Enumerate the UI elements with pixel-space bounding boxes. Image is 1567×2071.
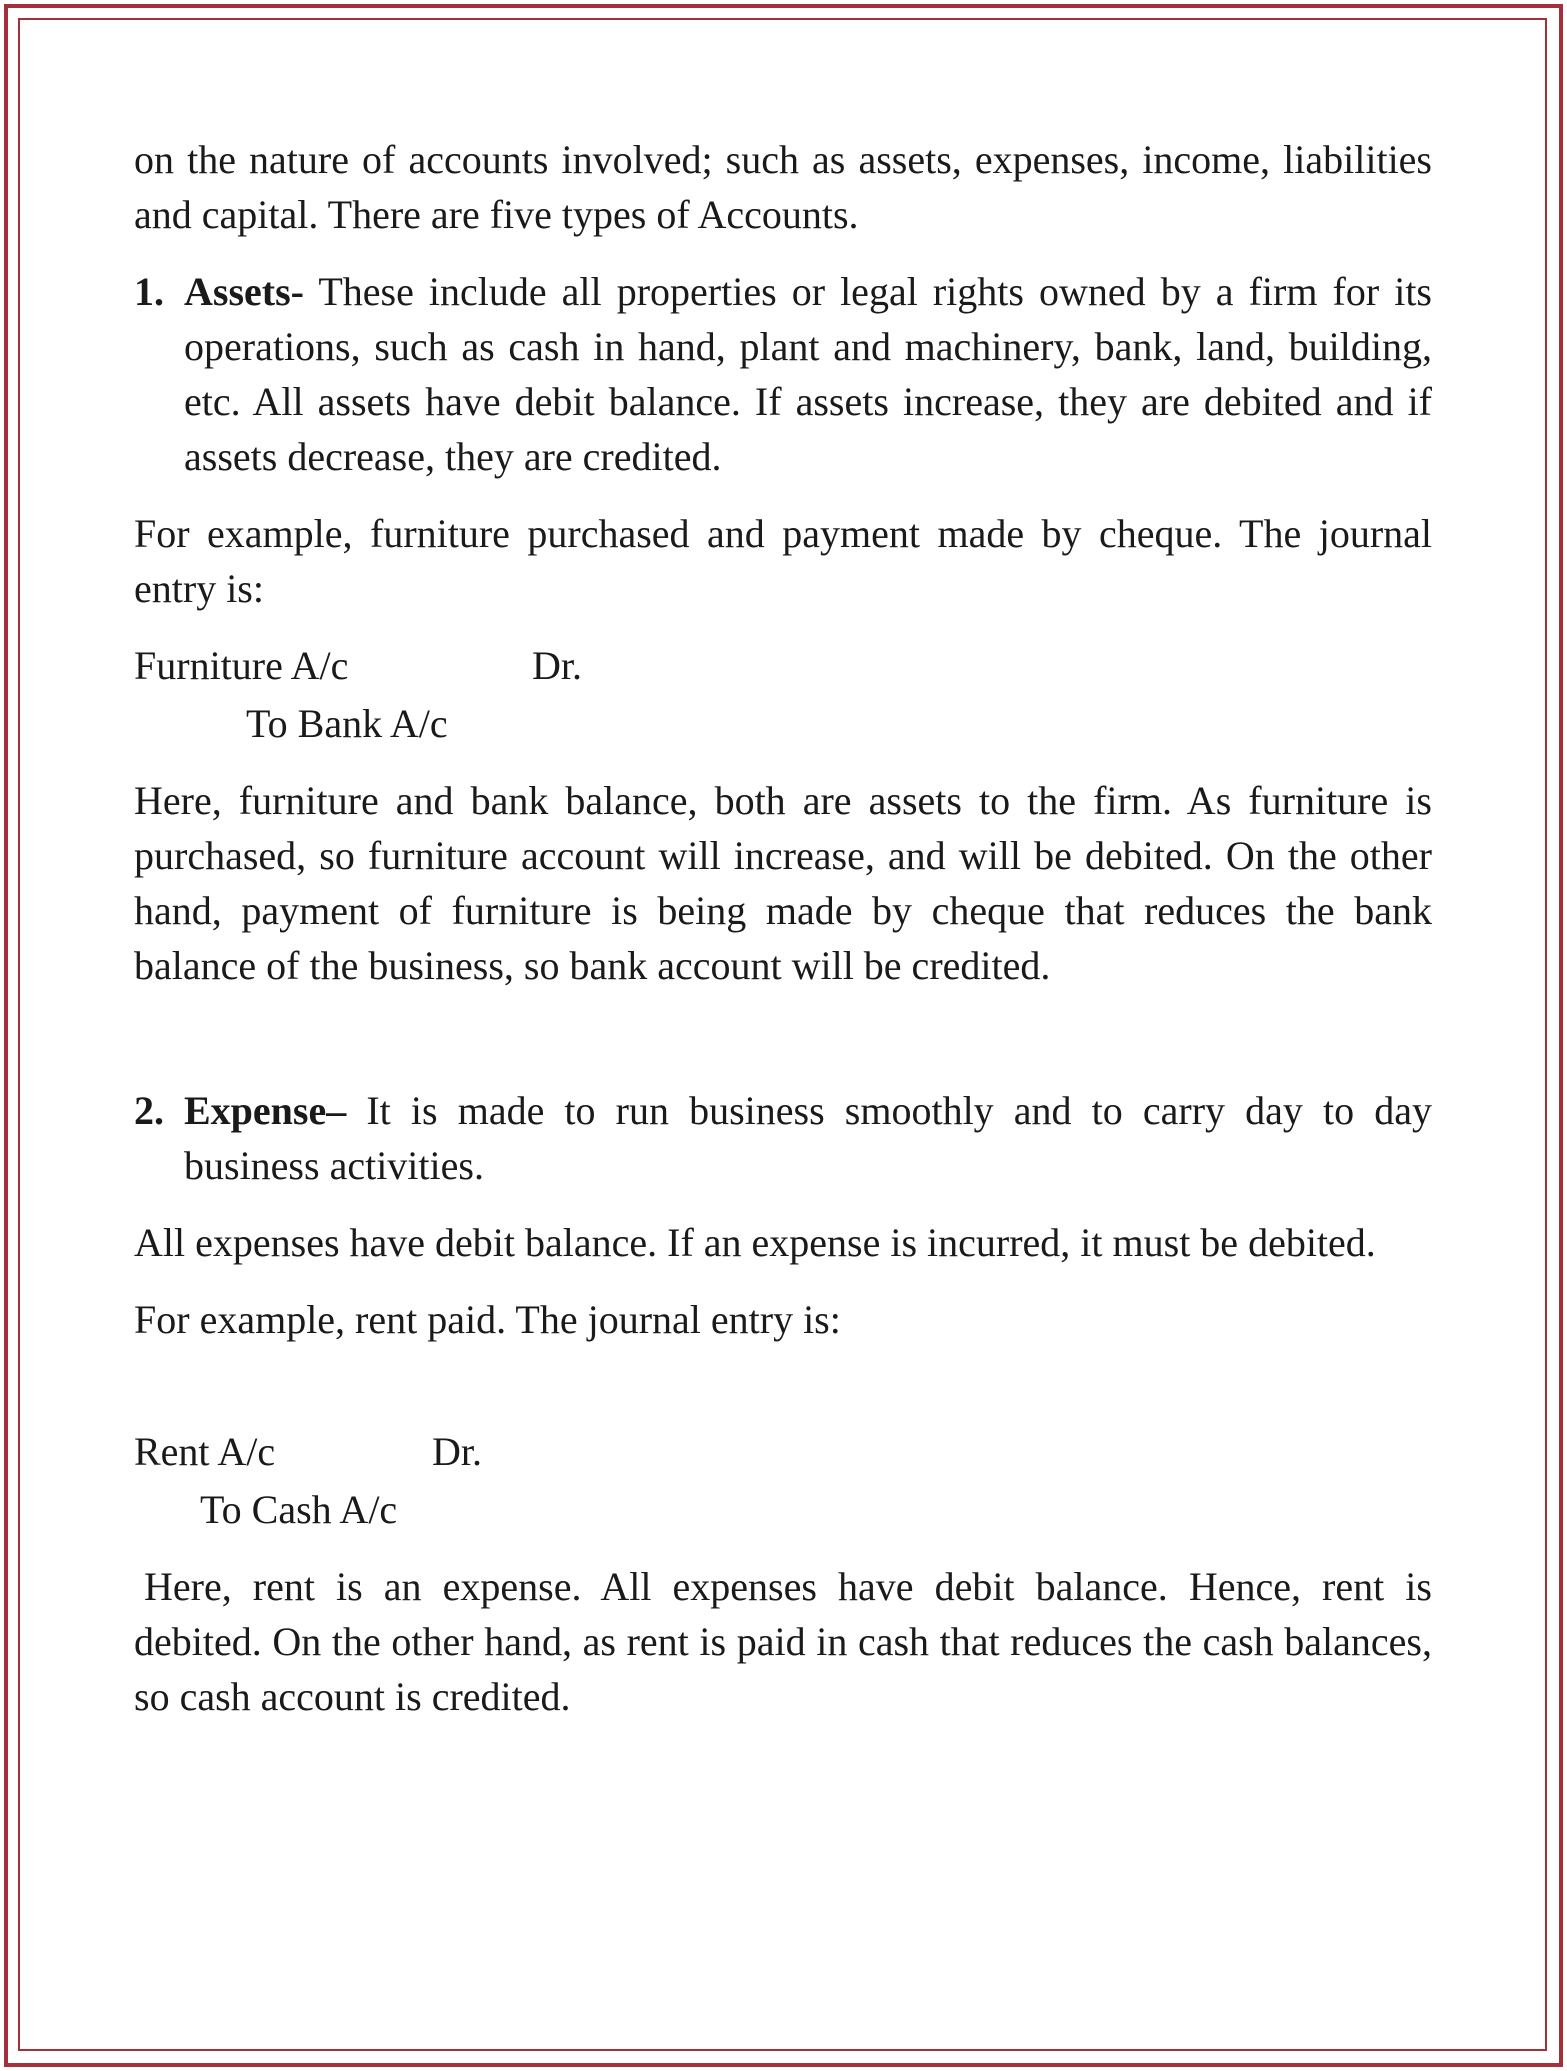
debit-marker: Dr.: [532, 643, 582, 688]
explanation-paragraph-expense: Here, rent is an expense. All expenses have debit balance. Hence, rent is debited. On the other hand, as rent is paid in cash that reduces the cash balances, so cash account is credited.: [134, 1564, 1432, 1719]
debit-account: Furniture A/c: [134, 643, 349, 688]
credit-account: To Bank A/c: [246, 701, 448, 746]
example-paragraph-expense: For example, rent paid. The journal entry is:: [134, 1297, 841, 1342]
journal-entry-credit-line: [134, 1482, 1432, 1537]
example-paragraph-assets: For example, furniture purchased and payment made by cheque. The journal entry is:: [134, 511, 1432, 611]
list-item-expense: [134, 1083, 1432, 1193]
list-number: 2.: [134, 1088, 164, 1133]
list-item-text: These include all properties or legal rights owned by a firm for its operations, such as cash in hand, plant and machinery, bank, land, building, etc. All assets have debit balance. If assets increase, they are debited and if assets decrease, they are credited.: [184, 269, 1432, 479]
credit-account: To Cash A/c: [200, 1487, 398, 1532]
list-item-text: It is made to run business smoothly and to carry day to day business activities.: [184, 1088, 1432, 1188]
journal-entry-debit-line: [134, 1424, 1432, 1479]
journal-entry-credit-line: [134, 696, 1432, 751]
journal-entry-debit-line: [134, 638, 1432, 693]
debit-account: Rent A/c: [134, 1429, 276, 1474]
rule-paragraph-expense: All expenses have debit balance. If an expense is incurred, it must be debited.: [134, 1220, 1376, 1265]
debit-marker: Dr.: [432, 1429, 482, 1474]
list-item-title: Assets-: [184, 269, 304, 314]
explanation-paragraph-assets: Here, furniture and bank balance, both are assets to the firm. As furniture is purchased, so furniture account will increase, and will be debited. On the other hand, payment of furniture is being made by cheque that reduces the bank balance of the business, so bank account will be credited.: [134, 778, 1432, 988]
document-body: [134, 132, 1432, 1724]
intro-paragraph: on the nature of accounts involved; such as assets, expenses, income, liabilities and capital. There are five types of Accounts.: [134, 137, 1432, 237]
list-item-title: Expense–: [184, 1088, 347, 1133]
list-number: 1.: [134, 269, 164, 314]
list-item-assets: [134, 264, 1432, 484]
